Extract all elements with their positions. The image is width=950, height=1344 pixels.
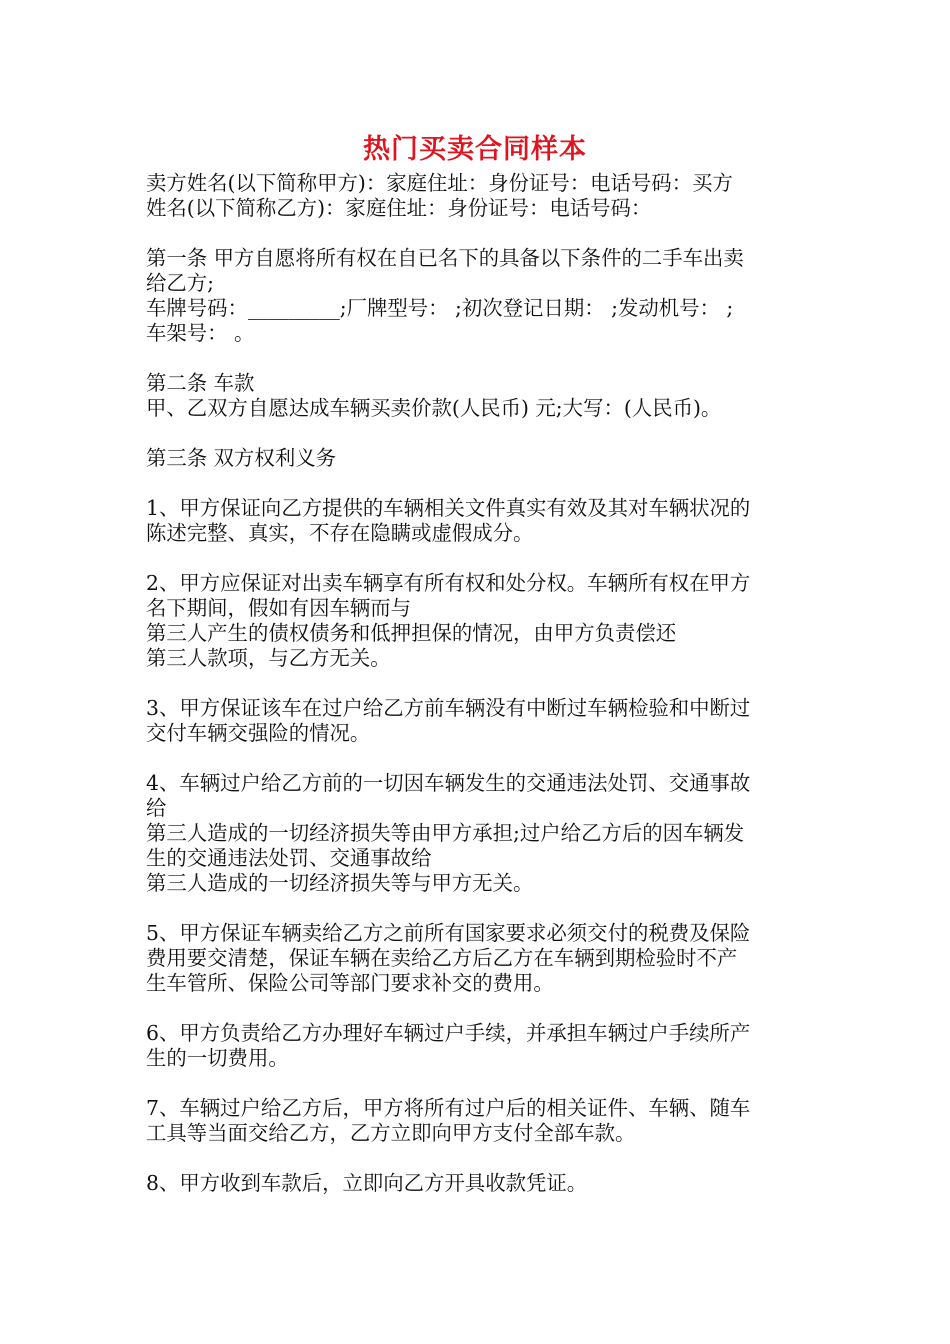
text-line: 车架号： 。 bbox=[146, 321, 255, 345]
text-line: 卖方姓名(以下简称甲方)：家庭住址：身份证号：电话号码：买方 bbox=[146, 171, 733, 195]
blank-line bbox=[146, 346, 811, 371]
text-line: 第三人造成的一切经济损失等由甲方承担;过户给乙方后的因车辆发 bbox=[146, 821, 745, 845]
text-line: 给 bbox=[146, 796, 167, 820]
text-line: 第二条 车款 bbox=[146, 371, 255, 395]
text-line: 工具等当面交给乙方，乙方立即向甲方支付全部车款。 bbox=[146, 1121, 636, 1145]
text-line: 生车管所、保险公司等部门要求补交的费用。 bbox=[146, 971, 554, 995]
text-line: 第三条 双方权利义务 bbox=[146, 446, 336, 470]
text-line: 第三人产生的债权债务和低押担保的情况，由甲方负责偿还 bbox=[146, 621, 677, 645]
text-line: 陈述完整、真实，不存在隐瞒或虚假成分。 bbox=[146, 521, 534, 545]
text-line: 车牌号码：_________;厂牌型号： ;初次登记日期： ;发动机号： ; bbox=[146, 296, 734, 320]
blank-line bbox=[146, 1146, 811, 1171]
blank-line bbox=[146, 421, 811, 446]
blank-line bbox=[146, 671, 811, 696]
document-title: 热门买卖合同样本 bbox=[363, 134, 587, 165]
text-line: 甲、乙双方自愿达成车辆买卖价款(人民币) 元;大写：(人民币)。 bbox=[146, 396, 722, 420]
text-line: 4、车辆过户给乙方前的一切因车辆发生的交通违法处罚、交通事故 bbox=[146, 771, 751, 795]
text-line: 8、甲方收到车款后，立即向乙方开具收款凭证。 bbox=[146, 1171, 588, 1195]
text-line: 交付车辆交强险的情况。 bbox=[146, 721, 371, 745]
blank-line bbox=[146, 746, 811, 771]
text-line: 第一条 甲方自愿将所有权在自已名下的具备以下条件的二手车出卖 bbox=[146, 246, 744, 270]
text-line: 6、甲方负责给乙方办理好车辆过户手续，并承担车辆过户手续所产 bbox=[146, 1021, 751, 1045]
text-line: 2、甲方应保证对出卖车辆享有所有权和处分权。车辆所有权在甲方 bbox=[146, 571, 751, 595]
text-line: 7、车辆过户给乙方后，甲方将所有过户后的相关证件、车辆、随车 bbox=[146, 1096, 751, 1120]
blank-line bbox=[146, 996, 811, 1021]
text-line: 生的交通违法处罚、交通事故给 bbox=[146, 846, 432, 870]
document-body bbox=[146, 171, 811, 1196]
text-line: 1、甲方保证向乙方提供的车辆相关文件真实有效及其对车辆状况的 bbox=[146, 496, 751, 520]
text-line: 姓名(以下简称乙方)：家庭住址：身份证号：电话号码： bbox=[146, 196, 652, 220]
text-line: 第三人造成的一切经济损失等与甲方无关。 bbox=[146, 871, 534, 895]
text-line: 生的一切费用。 bbox=[146, 1046, 289, 1070]
blank-line bbox=[146, 471, 811, 496]
text-line: 名下期间，假如有因车辆而与 bbox=[146, 596, 412, 620]
text-line: 3、甲方保证该车在过户给乙方前车辆没有中断过车辆检验和中断过 bbox=[146, 696, 751, 720]
blank-line bbox=[146, 1071, 811, 1096]
text-line: 给乙方; bbox=[146, 271, 215, 295]
blank-line bbox=[146, 221, 811, 246]
text-line: 第三人款项，与乙方无关。 bbox=[146, 646, 391, 670]
text-line: 5、甲方保证车辆卖给乙方之前所有国家要求必须交付的税费及保险 bbox=[146, 921, 751, 945]
text-line: 费用要交清楚，保证车辆在卖给乙方后乙方在车辆到期检验时不产 bbox=[146, 946, 738, 970]
blank-line bbox=[146, 896, 811, 921]
blank-line bbox=[146, 546, 811, 571]
